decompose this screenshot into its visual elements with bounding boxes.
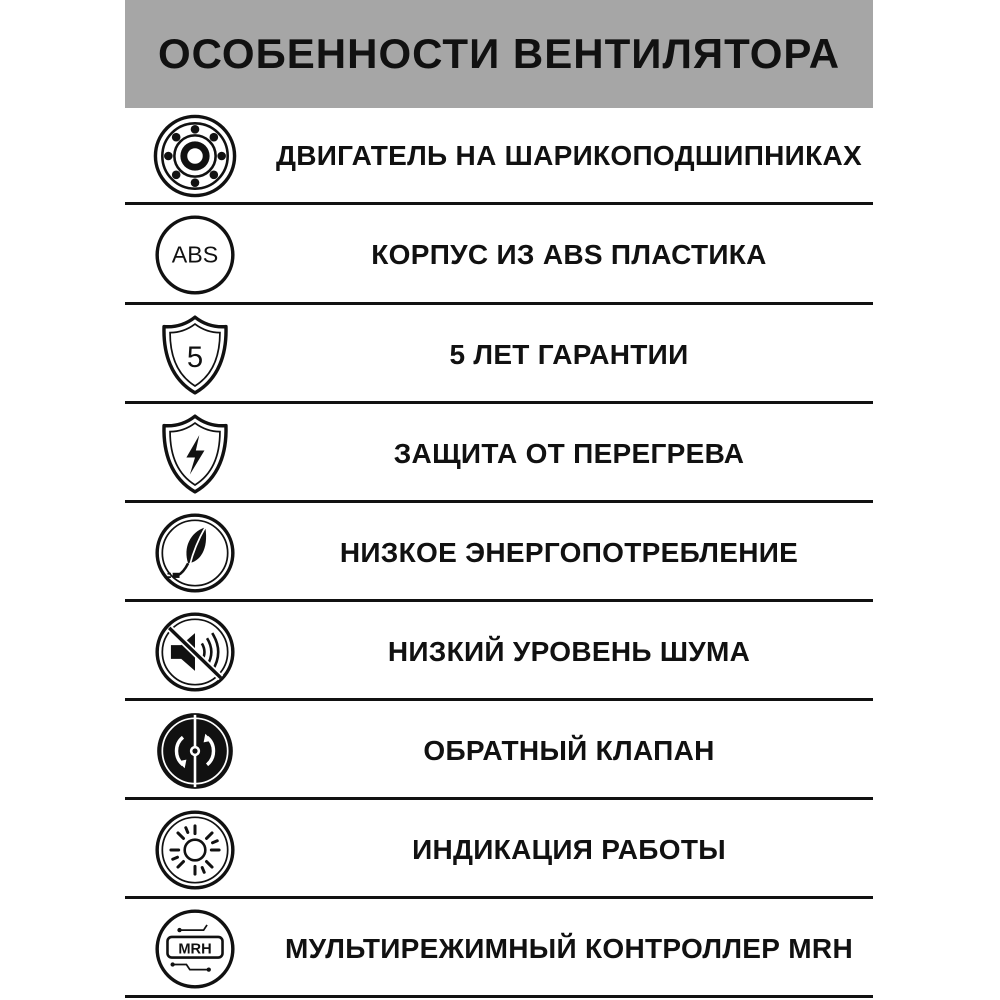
feature-label: МУЛЬТИРЕЖИМНЫЙ КОНТРОЛЛЕР MRH [285, 932, 853, 964]
feature-row-energy [125, 506, 873, 602]
feature-row-controller [125, 902, 873, 998]
mrh-icon-text: MRH [178, 940, 212, 957]
feature-label: ИНДИКАЦИЯ РАБОТЫ [412, 833, 726, 865]
feature-row-warranty [125, 308, 873, 404]
eco-leaf-icon [152, 510, 238, 596]
feature-row-bearing [125, 110, 873, 205]
feature-label: ДВИГАТЕЛЬ НА ШАРИКОПОДШИПНИКАХ [275, 140, 862, 171]
warranty-shield-icon [152, 312, 238, 398]
indicator-light-icon [152, 807, 238, 893]
feature-label: ОБРАТНЫЙ КЛАПАН [423, 734, 715, 766]
feature-row-indicator [125, 803, 873, 899]
feature-label: КОРПУС ИЗ ABS ПЛАСТИКА [371, 239, 767, 270]
feature-sheet [125, 0, 873, 1000]
feature-label: НИЗКОЕ ЭНЕРГОПОТРЕБЛЕНИЕ [339, 536, 799, 568]
header-banner [125, 0, 873, 108]
lightning-shield-icon [152, 411, 238, 497]
header-title: ОСОБЕННОСТИ ВЕНТИЛЯТОРА [157, 30, 841, 77]
warranty-icon-text: 5 [186, 341, 204, 374]
feature-label: ЗАЩИТА ОТ ПЕРЕГРЕВА [393, 437, 745, 469]
feature-row-noise [125, 605, 873, 701]
mrh-controller-icon [152, 906, 238, 992]
abs-icon-text: ABS [171, 241, 219, 268]
feature-row-valve [125, 704, 873, 800]
mute-speaker-icon [152, 609, 238, 695]
feature-row-abs [125, 208, 873, 305]
check-valve-icon [152, 708, 238, 794]
feature-row-overheat [125, 407, 873, 503]
ball-bearing-icon [152, 113, 238, 199]
feature-label: НИЗКИЙ УРОВЕНЬ ШУМА [387, 635, 751, 667]
feature-label: 5 ЛЕТ ГАРАНТИИ [449, 338, 689, 370]
abs-plastic-icon [152, 212, 238, 298]
